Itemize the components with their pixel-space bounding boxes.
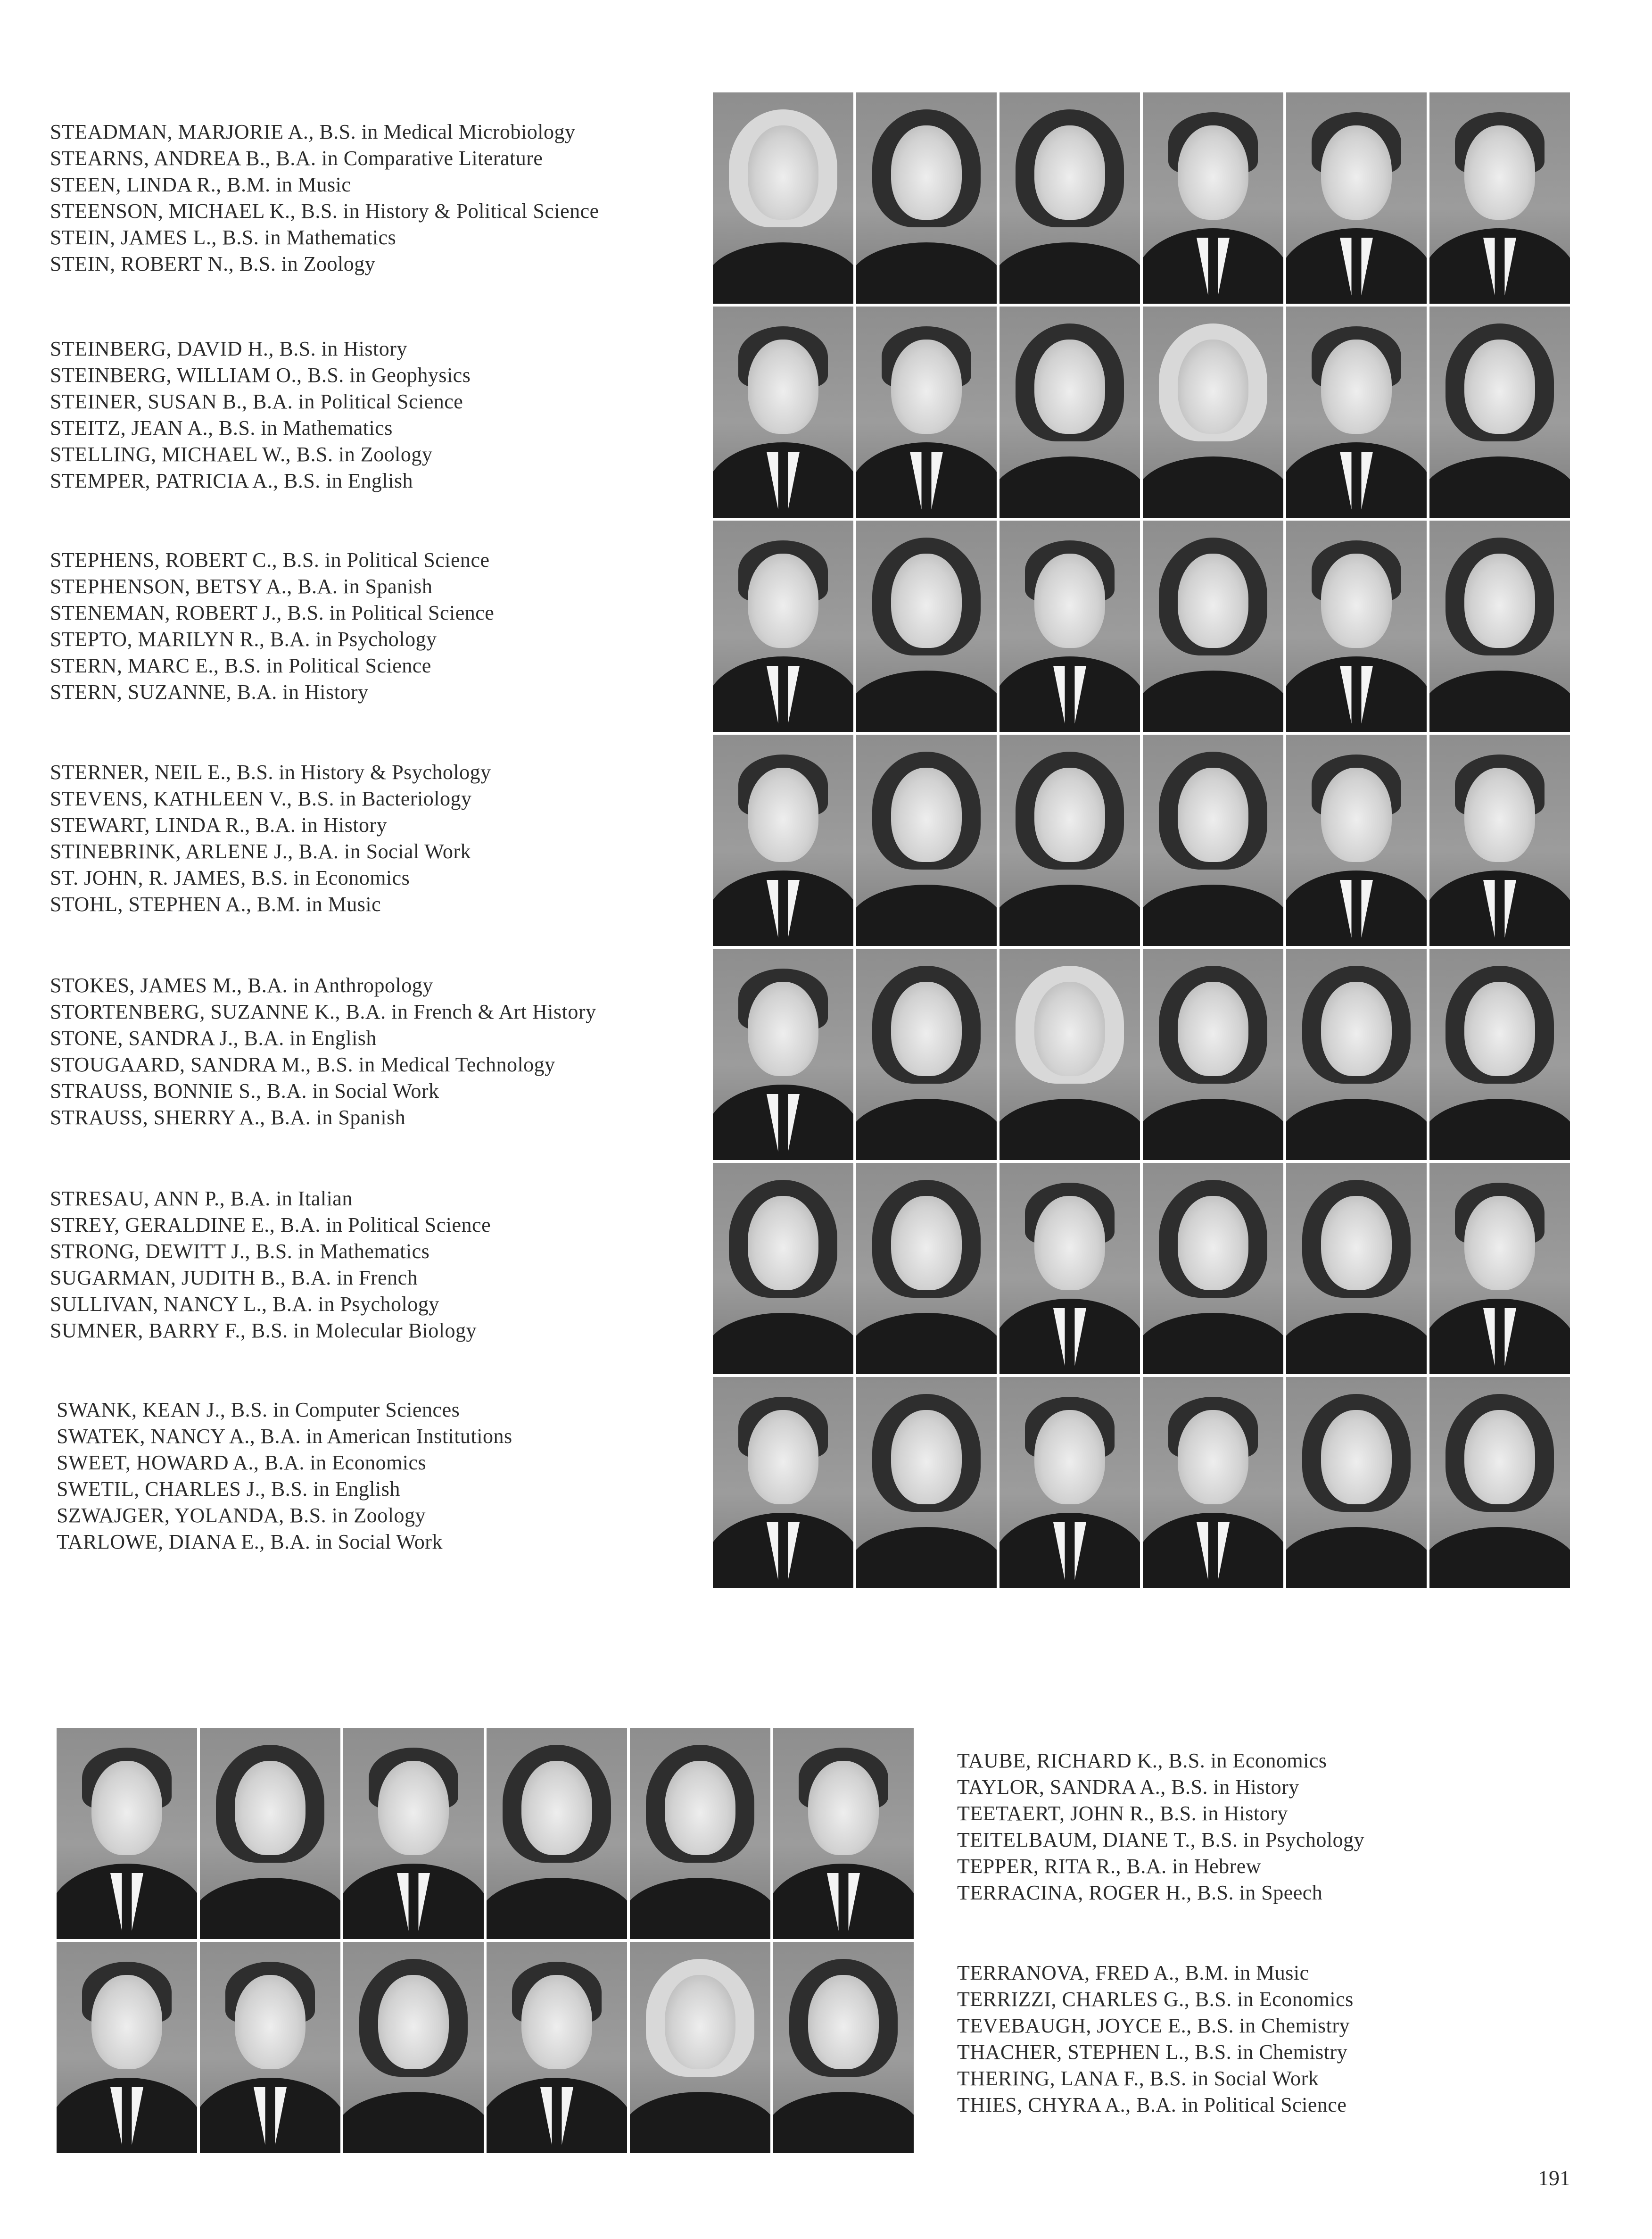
name-block-9 [957, 1960, 1636, 2118]
student-name: SWETIL, CHARLES J., B.S. in English [57, 1477, 400, 1501]
portrait-photo [200, 1728, 340, 1939]
portrait-photo [1143, 735, 1283, 946]
portrait-row [713, 735, 1570, 946]
portrait-photo [999, 1163, 1140, 1374]
name-block-4 [50, 759, 743, 918]
portrait-photo [487, 1728, 627, 1939]
portrait-photo [773, 1942, 914, 2153]
portrait-photo [856, 735, 997, 946]
portrait-photo [856, 1163, 997, 1374]
portrait-photo [856, 1377, 997, 1588]
student-name: STELLING, MICHAEL W., B.S. in Zoology [50, 443, 433, 466]
student-name: STONE, SANDRA J., B.A. in English [50, 1027, 377, 1050]
portrait-photo [630, 1942, 770, 2153]
student-name: TEPPER, RITA R., B.A. in Hebrew [957, 1855, 1262, 1878]
portrait-photo [1429, 1377, 1570, 1588]
student-name: THERING, LANA F., B.S. in Social Work [957, 2067, 1319, 2090]
portrait-grid-top [713, 92, 1570, 1588]
portrait-photo [343, 1728, 484, 1939]
portrait-row [713, 521, 1570, 732]
student-name: STREY, GERALDINE E., B.A. in Political Science [50, 1213, 491, 1236]
student-name: SWANK, KEAN J., B.S. in Computer Sciences [57, 1398, 460, 1421]
student-name: STEINBERG, WILLIAM O., B.S. in Geophysics [50, 364, 471, 387]
portrait-photo [713, 735, 853, 946]
student-name: STERN, MARC E., B.S. in Political Science [50, 654, 431, 677]
portrait-grid-bottom [57, 1728, 914, 2153]
portrait-photo [630, 1728, 770, 1939]
student-name: STEIN, ROBERT N., B.S. in Zoology [50, 252, 376, 275]
student-name: SULLIVAN, NANCY L., B.A. in Psychology [50, 1293, 439, 1316]
portrait-photo [713, 307, 853, 518]
portrait-photo [856, 307, 997, 518]
portrait-row [713, 1163, 1570, 1374]
portrait-photo [773, 1728, 914, 1939]
student-name: STEITZ, JEAN A., B.S. in Mathematics [50, 416, 393, 440]
portrait-row [713, 307, 1570, 518]
name-block-5 [50, 972, 743, 1131]
student-name: TERRANOVA, FRED A., B.M. in Music [957, 1961, 1309, 1984]
student-name: STRAUSS, SHERRY A., B.A. in Spanish [50, 1106, 406, 1129]
portrait-photo [1286, 1377, 1427, 1588]
student-name: STEARNS, ANDREA B., B.A. in Comparative Literature [50, 147, 543, 170]
student-name: TAUBE, RICHARD K., B.S. in Economics [957, 1749, 1327, 1772]
portrait-photo [57, 1728, 197, 1939]
portrait-photo [999, 92, 1140, 304]
student-name: SZWAJGER, YOLANDA, B.S. in Zoology [57, 1504, 426, 1527]
portrait-photo [487, 1942, 627, 2153]
student-name: TERRIZZI, CHARLES G., B.S. in Economics [957, 1988, 1354, 2011]
student-name: STRONG, DEWITT J., B.S. in Mathematics [50, 1240, 430, 1263]
portrait-row [713, 949, 1570, 1160]
student-name: TEETAERT, JOHN R., B.S. in History [957, 1802, 1288, 1825]
portrait-photo [57, 1942, 197, 2153]
student-name: STINEBRINK, ARLENE J., B.A. in Social Work [50, 840, 471, 863]
student-name: STEADMAN, MARJORIE A., B.S. in Medical Microbiology [50, 120, 576, 143]
portrait-photo [999, 1377, 1140, 1588]
name-block-8 [957, 1748, 1636, 1906]
portrait-photo [1143, 307, 1283, 518]
portrait-photo [713, 1377, 853, 1588]
student-name: ST. JOHN, R. JAMES, B.S. in Economics [50, 866, 410, 889]
page-number: 191 [1538, 2166, 1570, 2190]
portrait-photo [999, 735, 1140, 946]
student-name: STEEN, LINDA R., B.M. in Music [50, 173, 351, 196]
portrait-photo [999, 521, 1140, 732]
portrait-photo [1143, 521, 1283, 732]
portrait-row [57, 1942, 914, 2153]
portrait-row [713, 1377, 1570, 1588]
name-block-2 [50, 336, 743, 494]
portrait-photo [1143, 949, 1283, 1160]
student-name: STEVENS, KATHLEEN V., B.S. in Bacteriology [50, 787, 472, 810]
portrait-photo [1429, 949, 1570, 1160]
student-name: STOKES, JAMES M., B.A. in Anthropology [50, 974, 433, 997]
name-block-3 [50, 547, 743, 705]
portrait-photo [1286, 949, 1427, 1160]
portrait-photo [713, 949, 853, 1160]
student-name: SWATEK, NANCY A., B.A. in American Institutions [57, 1425, 512, 1448]
portrait-photo [1286, 307, 1427, 518]
student-name: STRESAU, ANN P., B.A. in Italian [50, 1187, 353, 1210]
student-name: TAYLOR, SANDRA A., B.S. in History [957, 1775, 1299, 1799]
student-name: STRAUSS, BONNIE S., B.A. in Social Work [50, 1079, 439, 1103]
portrait-photo [999, 949, 1140, 1160]
portrait-photo [1286, 92, 1427, 304]
student-name: STERNER, NEIL E., B.S. in History & Psychology [50, 761, 491, 784]
portrait-photo [856, 92, 997, 304]
portrait-photo [1429, 1163, 1570, 1374]
student-name: STEINER, SUSAN B., B.A. in Political Science [50, 390, 463, 413]
portrait-photo [1429, 735, 1570, 946]
portrait-photo [856, 521, 997, 732]
portrait-photo [713, 521, 853, 732]
portrait-row [57, 1728, 914, 1939]
portrait-photo [1143, 1163, 1283, 1374]
portrait-photo [856, 949, 997, 1160]
portrait-row [713, 92, 1570, 304]
student-name: THACHER, STEPHEN L., B.S. in Chemistry [957, 2040, 1348, 2064]
student-name: SUGARMAN, JUDITH B., B.A. in French [50, 1266, 418, 1289]
student-name: STENEMAN, ROBERT J., B.S. in Political Science [50, 601, 495, 624]
student-name: TEVEBAUGH, JOYCE E., B.S. in Chemistry [957, 2014, 1350, 2037]
student-name: SWEET, HOWARD A., B.A. in Economics [57, 1451, 427, 1474]
student-name: STEPTO, MARILYN R., B.A. in Psychology [50, 628, 437, 651]
portrait-photo [999, 307, 1140, 518]
student-name: STOHL, STEPHEN A., B.M. in Music [50, 893, 381, 916]
portrait-photo [1143, 92, 1283, 304]
student-name: STORTENBERG, SUZANNE K., B.A. in French & Art History [50, 1000, 596, 1023]
portrait-photo [1286, 735, 1427, 946]
student-name: STEWART, LINDA R., B.A. in History [50, 813, 388, 837]
portrait-photo [200, 1942, 340, 2153]
student-name: STOUGAARD, SANDRA M., B.S. in Medical Technology [50, 1053, 555, 1076]
student-name: STEMPER, PATRICIA A., B.S. in English [50, 469, 413, 492]
portrait-photo [1143, 1377, 1283, 1588]
student-name: STEINBERG, DAVID H., B.S. in History [50, 337, 407, 360]
portrait-photo [713, 1163, 853, 1374]
portrait-photo [1429, 92, 1570, 304]
student-name: THIES, CHYRA A., B.A. in Political Science [957, 2093, 1347, 2116]
portrait-photo [1286, 1163, 1427, 1374]
student-name: STEPHENSON, BETSY A., B.A. in Spanish [50, 575, 433, 598]
student-name: TARLOWE, DIANA E., B.A. in Social Work [57, 1530, 443, 1553]
student-name: SUMNER, BARRY F., B.S. in Molecular Biology [50, 1319, 477, 1342]
portrait-photo [1286, 521, 1427, 732]
name-block-6 [50, 1186, 743, 1344]
name-block-7 [57, 1397, 750, 1555]
student-name: TEITELBAUM, DIANE T., B.S. in Psychology [957, 1828, 1365, 1851]
student-name: TERRACINA, ROGER H., B.S. in Speech [957, 1881, 1323, 1904]
name-block-1 [50, 119, 743, 277]
portrait-photo [1429, 307, 1570, 518]
portrait-photo [713, 92, 853, 304]
portrait-photo [343, 1942, 484, 2153]
student-name: STEIN, JAMES L., B.S. in Mathematics [50, 226, 396, 249]
student-name: STERN, SUZANNE, B.A. in History [50, 680, 369, 704]
student-name: STEPHENS, ROBERT C., B.S. in Political Science [50, 548, 490, 572]
student-name: STEENSON, MICHAEL K., B.S. in History & Political Science [50, 199, 599, 223]
portrait-photo [1429, 521, 1570, 732]
